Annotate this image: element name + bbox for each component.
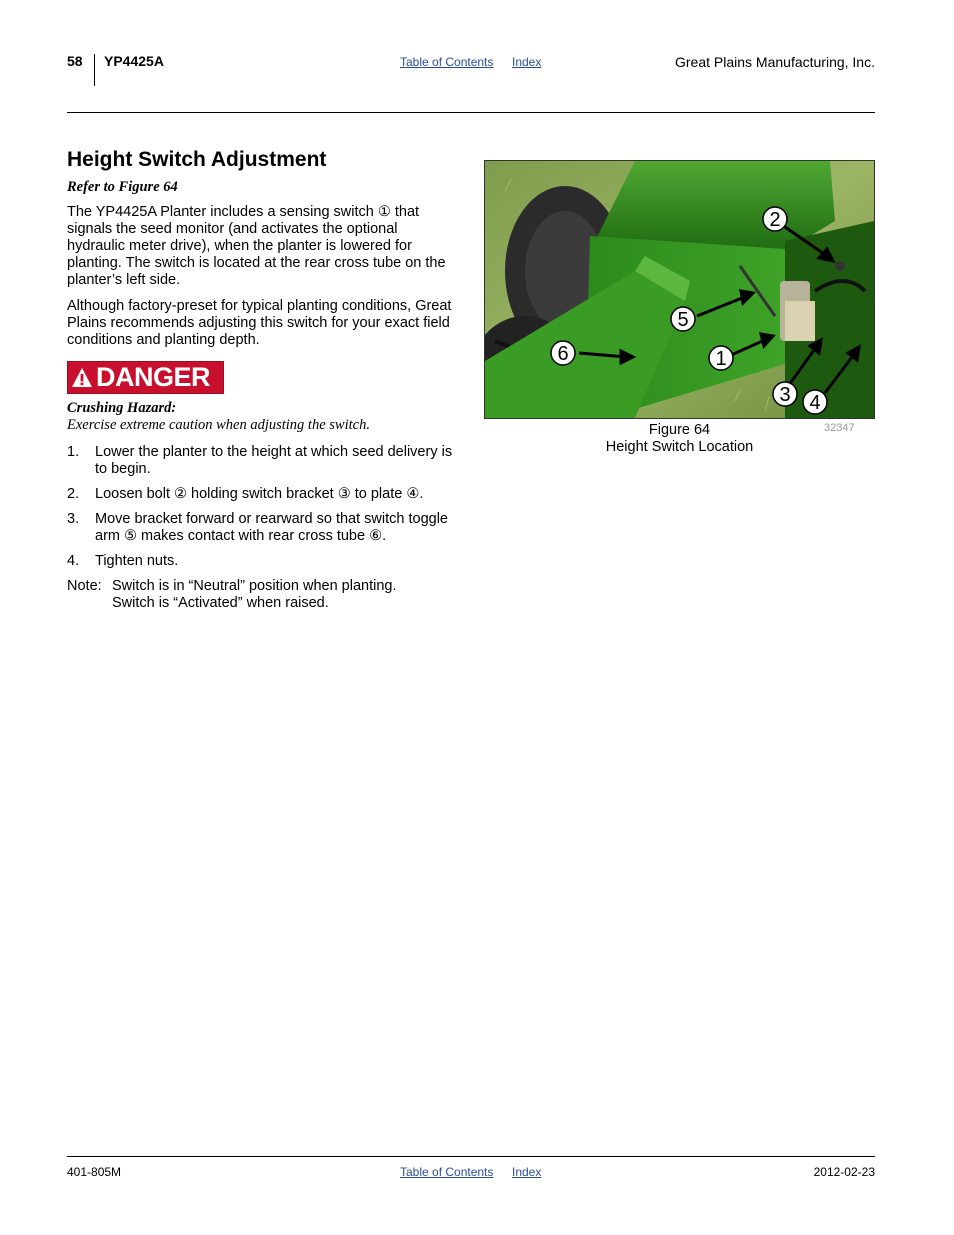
danger-label (67, 361, 224, 394)
section-content (67, 148, 459, 172)
step-item (67, 511, 459, 545)
callout-2: 2 (769, 209, 781, 231)
step-text: Loosen bolt ② holding switch bracket ③ to plate ④. (95, 486, 424, 502)
step-number: 2. (67, 486, 80, 502)
step-number: 1. (67, 444, 80, 460)
footer-toc-link[interactable]: Table of Contents (400, 1165, 494, 1179)
step-text: Tighten nuts. (95, 553, 179, 569)
step-number: 3. (67, 511, 80, 527)
note-block (67, 578, 102, 595)
figure-number: Figure 64 (648, 422, 711, 438)
section-title: Height Switch Adjustment (67, 148, 327, 171)
note-label: Note: (67, 578, 102, 594)
callout-1: 1 (715, 348, 727, 370)
step-item (67, 486, 459, 503)
step-item (67, 444, 459, 478)
doc-number: 401-805M (67, 1165, 122, 1179)
model-name: YP4425A (104, 53, 164, 69)
note-line-1: Switch is in “Neutral” position when planting. (112, 578, 397, 594)
height-switch-photo (484, 160, 875, 419)
step-text: Lower the planter to the height at which seed delivery is to begin. (95, 444, 453, 477)
intro-paragraph: The YP4425A Planter includes a sensing switch ① that signals the seed monitor (and activates the optional hydraulic meter drive), when the planter is lowered for planting. The switch is located at the rear cross tube on the planter’s left side. (67, 204, 446, 288)
company-name: Great Plains Manufacturing, Inc. (675, 54, 875, 70)
step-item (67, 553, 459, 570)
hazard-description: Exercise extreme caution when adjusting the switch. (67, 417, 370, 433)
callout-5: 5 (677, 309, 689, 331)
hazard-title: Crushing Hazard: (67, 400, 177, 416)
footer-index-link[interactable]: Index (512, 1165, 542, 1179)
callout-4: 4 (809, 392, 821, 414)
page-number: 58 (67, 53, 83, 69)
figure-title: Height Switch Location (605, 439, 754, 455)
footer-rule (67, 1156, 875, 1157)
header-toc-link[interactable]: Table of Contents (400, 55, 494, 69)
image-id: 32347 (824, 422, 855, 434)
header-index-link[interactable]: Index (512, 55, 542, 69)
header-rule (67, 112, 875, 113)
figure-reference: Refer to Figure 64 (67, 179, 178, 195)
warning-triangle-icon (68, 361, 96, 394)
callout-3: 3 (779, 384, 791, 406)
note-line-2: Switch is “Activated” when raised. (112, 595, 329, 611)
preset-paragraph: Although factory-preset for typical planting conditions, Great Plains recommends adjusting this switch for your exact field conditions and planting depth. (67, 298, 452, 348)
header-divider (94, 54, 95, 86)
callout-6: 6 (557, 343, 569, 365)
step-text: Move bracket forward or rearward so that switch toggle arm ⑤ makes contact with rear cross tube ⑥. (95, 511, 448, 544)
footer-date: 2012-02-23 (813, 1165, 875, 1179)
danger-word: DANGER (96, 362, 211, 392)
step-number: 4. (67, 553, 80, 569)
